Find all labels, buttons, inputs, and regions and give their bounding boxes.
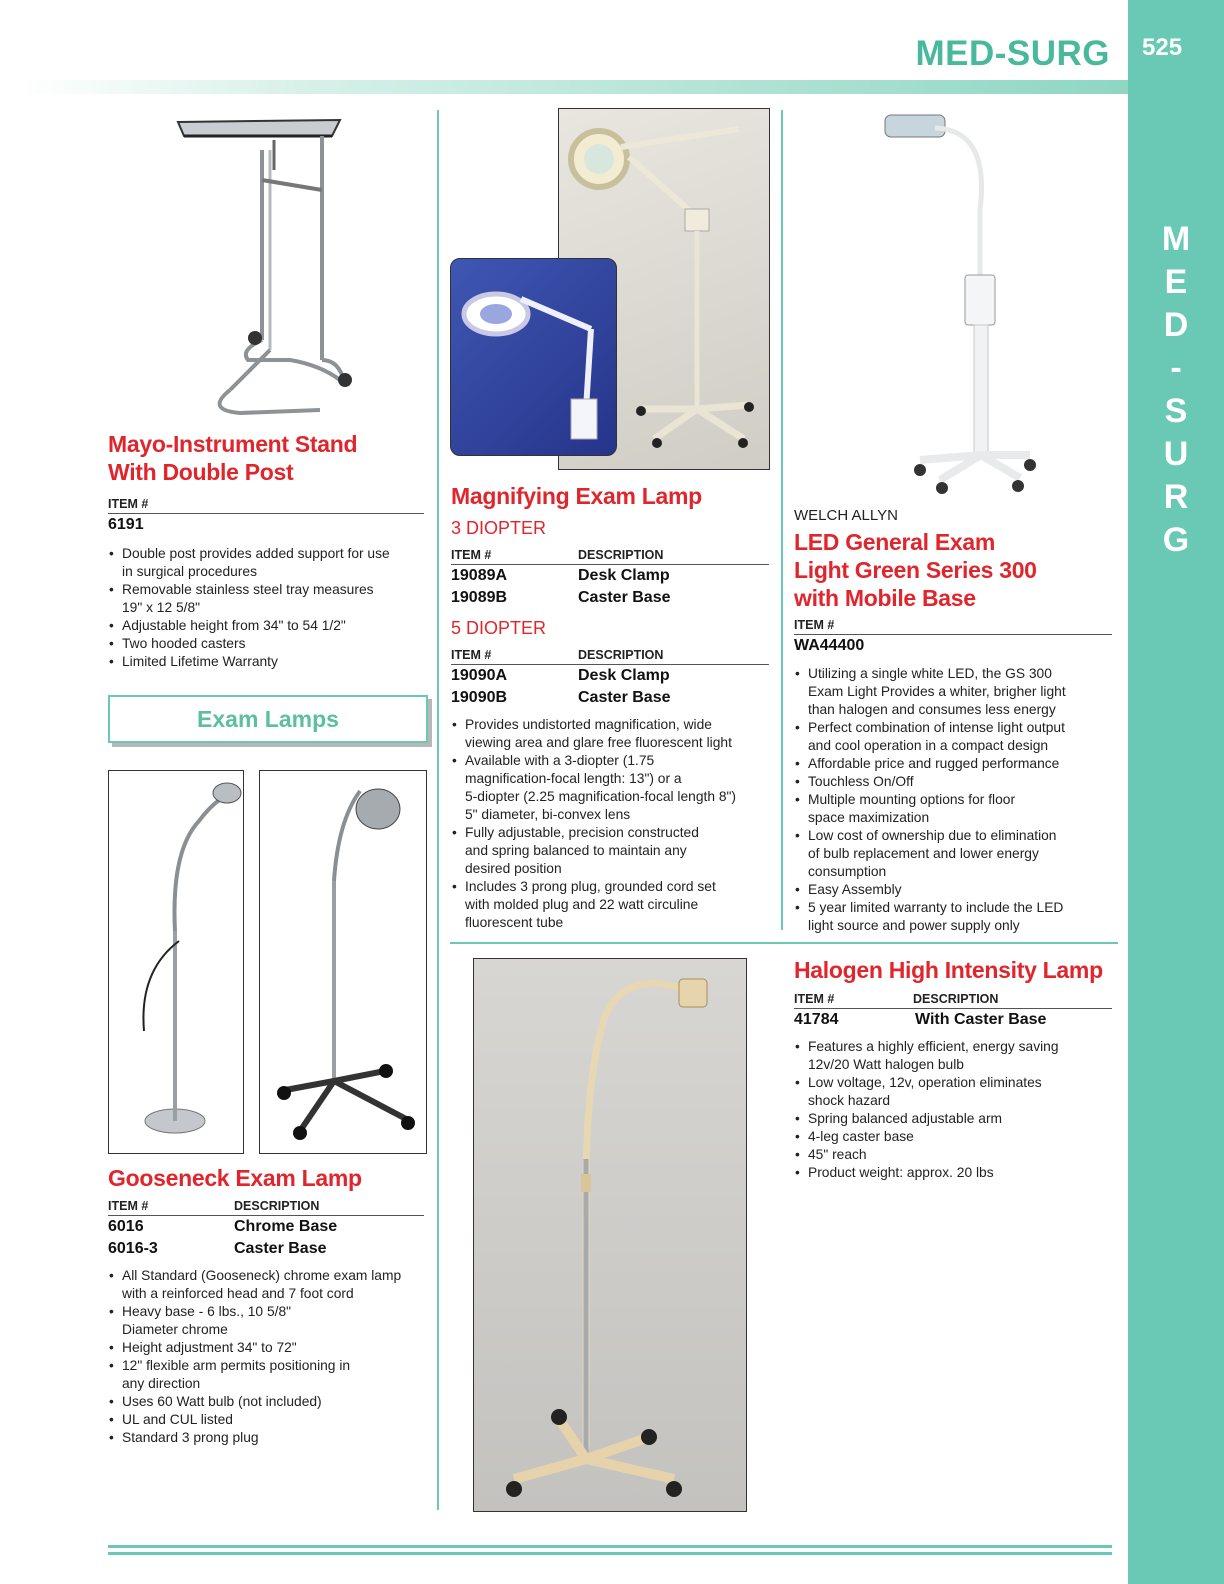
list-item: • Affordable price and rugged performance — [794, 755, 1119, 773]
table-rule — [794, 1008, 1112, 1009]
description-header: DESCRIPTION — [578, 648, 664, 662]
list-item: • Easy Assembly — [794, 881, 1119, 899]
side-tab-letter: M — [1161, 220, 1191, 258]
header-gradient-bar — [20, 80, 1128, 94]
item-header: ITEM # — [794, 992, 835, 1006]
list-item: • Height adjustment 34" to 72" — [108, 1339, 433, 1357]
section-divider — [450, 942, 1118, 944]
list-item: • Touchless On/Off — [794, 773, 1119, 791]
side-tab-letter: S — [1164, 392, 1188, 430]
list-item: • Fully adjustable, precision constructed and spring balanced to maintain any desired position — [451, 824, 776, 878]
magnifying-features — [451, 716, 776, 932]
item-number: 19090B — [451, 689, 508, 706]
item-number: WA44400 — [794, 637, 865, 654]
item-description: Caster Base — [578, 589, 671, 606]
list-item: • Product weight: approx. 20 lbs — [794, 1164, 1119, 1182]
gooseneck-chrome-photo — [108, 770, 244, 1154]
table-rule — [451, 564, 769, 565]
description-header: DESCRIPTION — [234, 1199, 320, 1213]
list-item: • Double post provides added support for use in surgical procedures — [108, 545, 428, 581]
item-number: 6016-3 — [108, 1240, 158, 1257]
list-item: • 12" flexible arm permits positioning in any direction — [108, 1357, 433, 1393]
table-rule — [794, 634, 1112, 635]
item-description: Caster Base — [578, 689, 671, 706]
list-item: • Removable stainless steel tray measures 19" x 12 5/8" — [108, 581, 428, 617]
item-number: 19089B — [451, 589, 508, 606]
led-exam-light-image — [880, 110, 1050, 495]
magnifying-desk-photo — [450, 258, 617, 456]
footer-rule — [108, 1545, 1112, 1548]
gooseneck-caster-photo — [259, 770, 427, 1154]
halogen-title: Halogen High Intensity Lamp — [794, 957, 1103, 983]
list-item: • 45" reach — [794, 1146, 1119, 1164]
list-item: • Adjustable height from 34" to 54 1/2" — [108, 617, 428, 635]
gooseneck-title: Gooseneck Exam Lamp — [108, 1165, 362, 1191]
led-title-line3: with Mobile Base — [794, 585, 976, 611]
item-number: 6191 — [108, 516, 144, 533]
list-item: • UL and CUL listed — [108, 1411, 433, 1429]
exam-lamps-heading: Exam Lamps — [197, 706, 339, 732]
brand-name: WELCH ALLYN — [794, 507, 898, 524]
list-item: • Provides undistorted magnification, wide viewing area and glare free fluorescent light — [451, 716, 776, 752]
item-description: Desk Clamp — [578, 567, 670, 584]
list-item: • Perfect combination of intense light output and cool operation in a compact design — [794, 719, 1119, 755]
side-tab-label — [1128, 218, 1224, 562]
list-item: • Low voltage, 12v, operation eliminates shock hazard — [794, 1074, 1119, 1110]
list-item: • Two hooded casters — [108, 635, 428, 653]
list-item: • Utilizing a single white LED, the GS 300 Exam Light Provides a whiter, brigher light than halogen and consumes less energy — [794, 665, 1119, 719]
list-item: • Low cost of ownership due to elimination of bulb replacement and lower energy consumption — [794, 827, 1119, 881]
table-rule — [108, 513, 424, 514]
diopter-3-subtitle: 3 DIOPTER — [451, 518, 547, 538]
item-description: Chrome Base — [234, 1218, 338, 1235]
led-title-line2: Light Green Series 300 — [794, 557, 1037, 583]
list-item: • Spring balanced adjustable arm — [794, 1110, 1119, 1128]
exam-lamps-heading-box — [108, 695, 428, 743]
item-number: 41784 — [794, 1011, 839, 1028]
item-header: ITEM # — [794, 618, 835, 632]
mayo-title-line1: Mayo-Instrument Stand — [108, 431, 358, 457]
description-header: DESCRIPTION — [913, 992, 999, 1006]
gooseneck-features — [108, 1267, 433, 1447]
list-item: • Features a highly efficient, energy saving 12v/20 Watt halogen bulb — [794, 1038, 1119, 1074]
list-item: • 4-leg caster base — [794, 1128, 1119, 1146]
side-tab-letter: D — [1163, 306, 1189, 344]
side-tab-letter: E — [1164, 263, 1188, 301]
description-header: DESCRIPTION — [578, 548, 664, 562]
item-header: ITEM # — [451, 548, 492, 562]
mayo-features — [108, 545, 428, 671]
item-number: 19089A — [451, 567, 508, 584]
list-item: • 5 year limited warranty to include the LED light source and power supply only — [794, 899, 1119, 935]
mayo-stand-image — [170, 110, 370, 430]
diopter-5-subtitle: 5 DIOPTER — [451, 618, 547, 638]
page-number: 525 — [1142, 34, 1183, 61]
list-item: • Uses 60 Watt bulb (not included) — [108, 1393, 433, 1411]
list-item: • Includes 3 prong plug, grounded cord set with molded plug and 22 watt circuline fluorescent tube — [451, 878, 776, 932]
list-item: • Limited Lifetime Warranty — [108, 653, 428, 671]
list-item: • Heavy base - 6 lbs., 10 5/8" Diameter chrome — [108, 1303, 433, 1339]
item-description: With Caster Base — [915, 1011, 1047, 1028]
footer-rule — [108, 1552, 1112, 1555]
mayo-title-line2: With Double Post — [108, 459, 294, 485]
led-title-line1: LED General Exam — [794, 529, 996, 555]
list-item: • All Standard (Gooseneck) chrome exam lamp with a reinforced head and 7 foot cord — [108, 1267, 433, 1303]
column-divider — [781, 110, 783, 930]
section-title: MED-SURG — [915, 34, 1110, 73]
column-divider — [437, 110, 439, 1510]
halogen-features — [794, 1038, 1119, 1182]
item-number: 19090A — [451, 667, 508, 684]
halogen-lamp-photo — [473, 958, 747, 1512]
led-features — [794, 665, 1119, 935]
table-rule — [451, 664, 769, 665]
list-item: • Standard 3 prong plug — [108, 1429, 433, 1447]
side-tab-letter: R — [1163, 478, 1189, 516]
side-tab-letter: U — [1163, 435, 1189, 473]
list-item: • Available with a 3-diopter (1.75 magnification-focal length: 13") or a 5-diopter (2.25 magnification-focal length 8") 5" diameter, bi-convex lens — [451, 752, 776, 824]
item-header: ITEM # — [108, 497, 149, 511]
item-description: Desk Clamp — [578, 667, 670, 684]
list-item: • Multiple mounting options for floor space maximization — [794, 791, 1119, 827]
table-rule — [108, 1215, 424, 1216]
item-header: ITEM # — [451, 648, 492, 662]
item-header: ITEM # — [108, 1199, 149, 1213]
item-number: 6016 — [108, 1218, 144, 1235]
magnifying-title: Magnifying Exam Lamp — [451, 483, 702, 509]
side-tab-letter: G — [1162, 521, 1190, 559]
side-tab-letter: - — [1170, 349, 1182, 387]
item-description: Caster Base — [234, 1240, 327, 1257]
